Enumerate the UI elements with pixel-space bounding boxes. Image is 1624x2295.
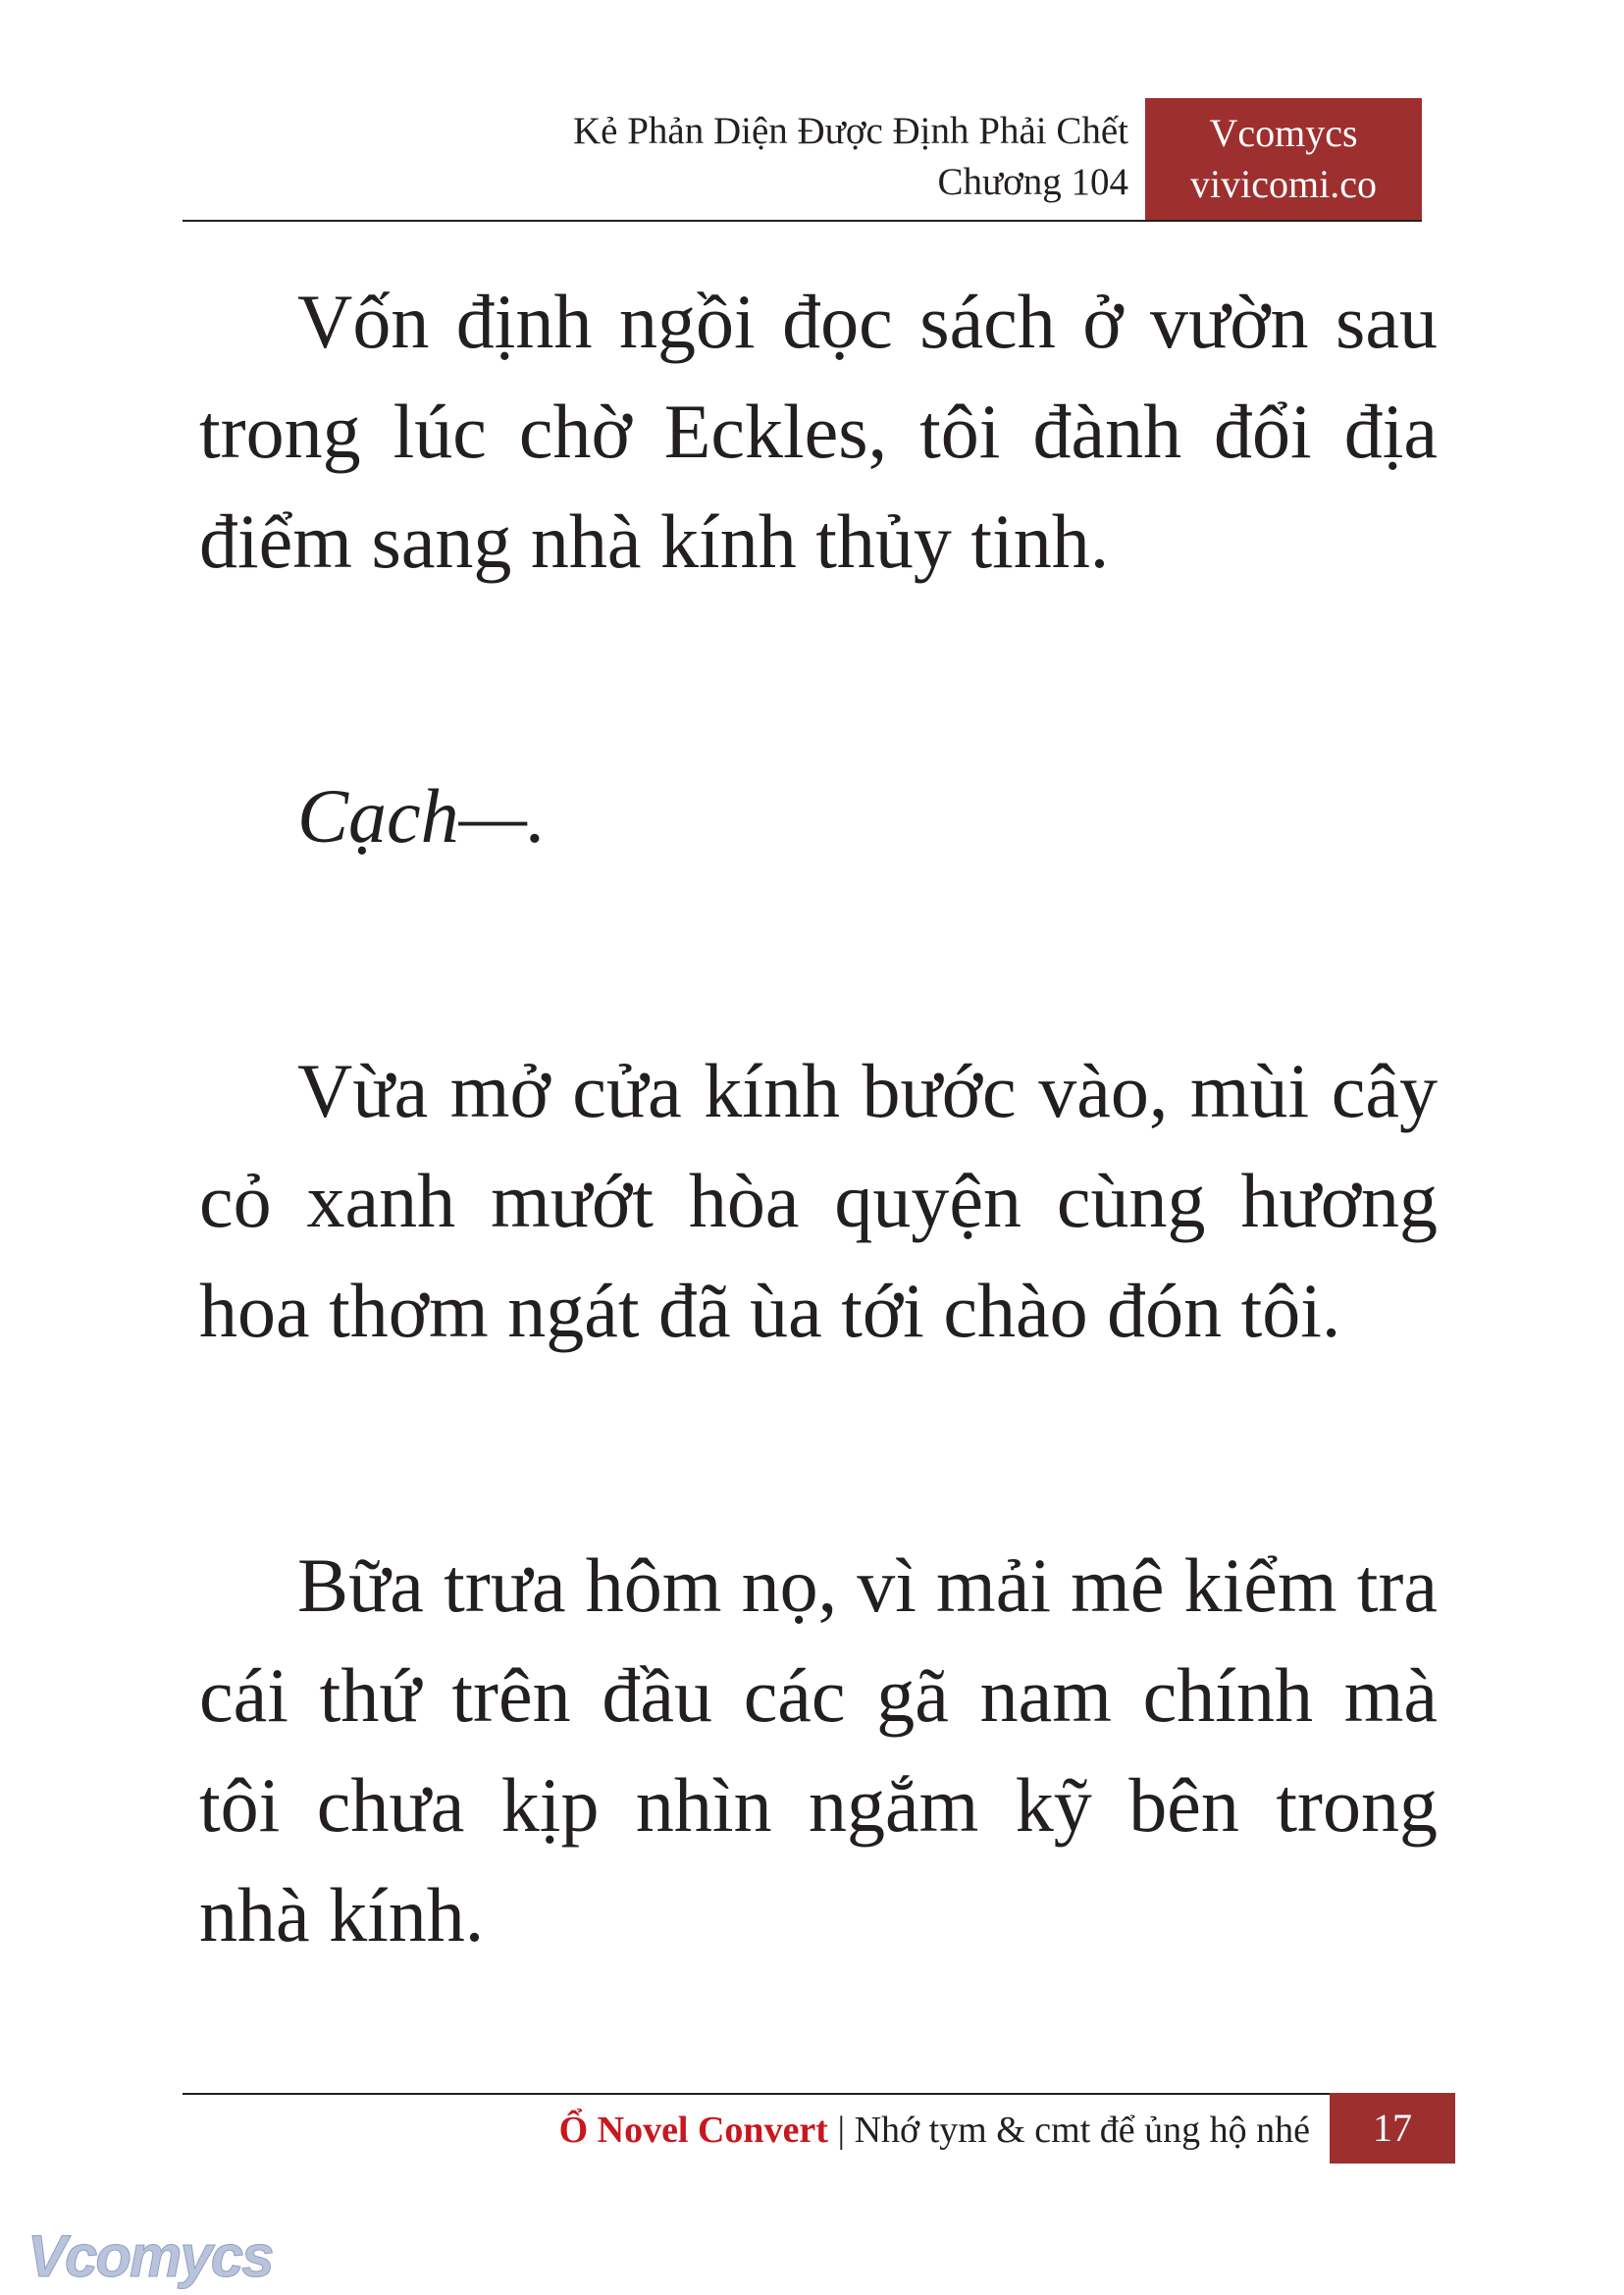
footer-brand: Ổ Novel Convert [558, 2110, 828, 2151]
site-badge [1145, 98, 1422, 220]
site-badge-url: vivicomi.co [1190, 162, 1377, 206]
paragraph-gap [199, 871, 1438, 1036]
footer-note: Nhớ tym & cmt để ủng hộ nhé [854, 2110, 1310, 2151]
footer-caption [231, 2106, 1310, 2155]
site-badge-name: Vcomycs [1209, 111, 1358, 155]
paragraph-gap [199, 1366, 1438, 1531]
paragraph-gap [199, 597, 1438, 761]
book-title: Kẻ Phản Diện Được Định Phải Chết [572, 110, 1128, 152]
header-title-block [245, 106, 1128, 208]
paragraph: Bữa trưa hôm nọ, vì mải mê kiểm tra cái thứ trên đầu các gã nam chính mà tôi chưa kịp nhìn ngắm kỹ bên trong nhà kính. [199, 1542, 1438, 1957]
page-number: 17 [1330, 2093, 1455, 2164]
paragraph: Vừa mở cửa kính bước vào, mùi cây cỏ xanh mướt hòa quyện cùng hương hoa thơm ngát đã ùa tới chào đón tôi. [199, 1048, 1438, 1353]
chapter-label: Chương 104 [937, 161, 1128, 203]
header-divider [183, 220, 1422, 222]
footer-separator: | [827, 2110, 855, 2151]
paragraph: Vốn định ngồi đọc sách ở vườn sau trong lúc chờ Eckles, tôi đành đổi địa điểm sang nhà kính thủy tinh. [199, 279, 1438, 584]
footer-divider [183, 2093, 1422, 2095]
sound-effect-paragraph: Cạch—. [297, 773, 547, 859]
page-content [199, 267, 1438, 1970]
watermark-logo: Vcomycs [27, 2223, 273, 2289]
